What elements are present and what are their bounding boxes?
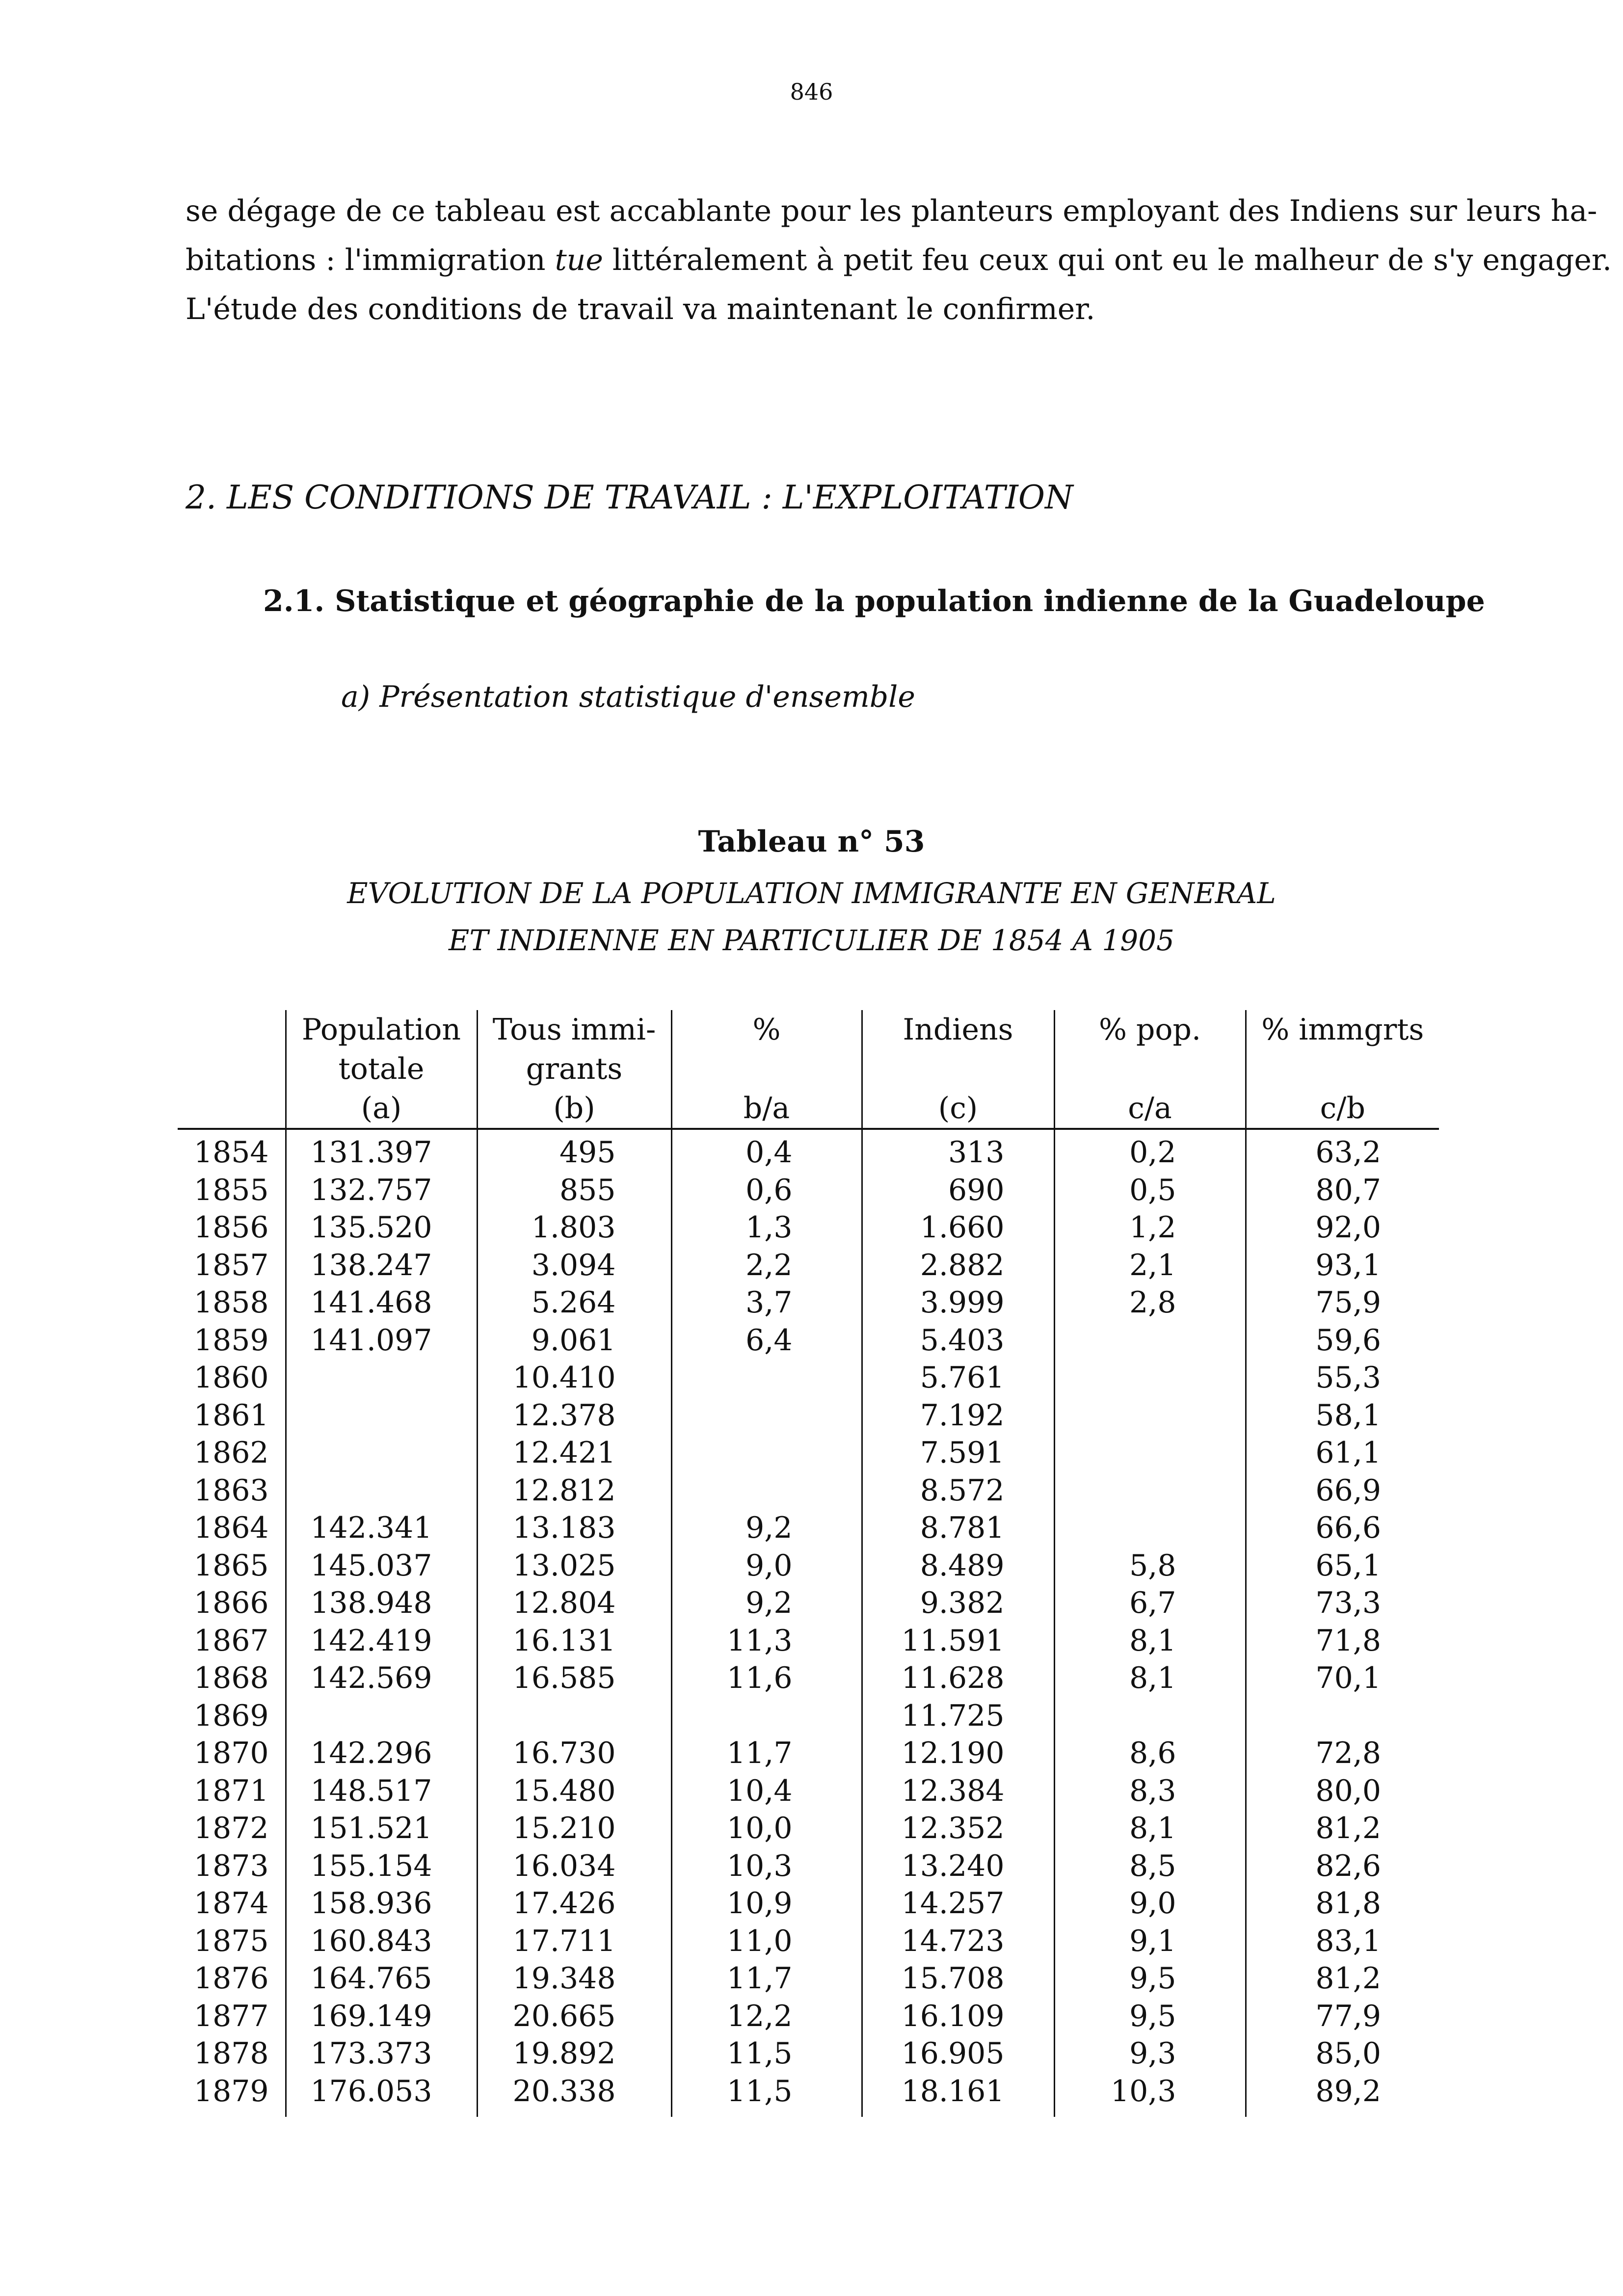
cell-pct-pop: 1,2 (1054, 1209, 1246, 1247)
cell-indiens: 1.660 (862, 1209, 1054, 1247)
cell-indiens: 14.723 (862, 1922, 1054, 1960)
cell-year: 1872 (193, 1811, 269, 1845)
cell-year: 1879 (193, 2074, 269, 2109)
cell-pct-b-a (671, 1397, 862, 1435)
table-row (178, 1129, 1439, 1172)
cell-tous-immigrants: 3.094 (477, 1247, 671, 1284)
cell-pct-pop: 9,5 (1054, 1960, 1246, 1998)
cell-year: 1868 (193, 1661, 269, 1695)
cell-population-totale: 142.569 (286, 1659, 477, 1697)
cell-indiens: 7.192 (862, 1397, 1054, 1435)
cell-tous-immigrants: 19.348 (477, 1960, 671, 1998)
cell-pct-b-a: 10,9 (671, 1885, 862, 1922)
intro-line-1: se dégage de ce tableau est accablante pour les planteurs employant des Indiens sur leurs ha- (186, 194, 1597, 228)
table-row (178, 1284, 1439, 1322)
cell-population-totale: 135.520 (286, 1209, 477, 1247)
cell-tous-immigrants: 5.264 (477, 1284, 671, 1322)
cell-pct-pop: 9,1 (1054, 1922, 1246, 1960)
table-row (178, 1209, 1439, 1247)
table-row (178, 1397, 1439, 1435)
header-row (178, 1049, 1439, 1089)
cell-population-totale (286, 1697, 477, 1735)
cell-year: 1873 (193, 1848, 269, 1883)
cell-pct-immgrts: 73,3 (1246, 1584, 1439, 1622)
cell-indiens: 12.352 (862, 1810, 1054, 1847)
cell-indiens: 9.382 (862, 1584, 1054, 1622)
cell-pct-pop (1054, 1397, 1246, 1435)
cell-pct-pop: 0,5 (1054, 1172, 1246, 1209)
cell-pct-pop (1054, 1359, 1246, 1397)
cell-pct-immgrts: 83,1 (1246, 1922, 1439, 1960)
cell-population-totale: 169.149 (286, 1998, 477, 2035)
cell-pct-pop: 2,1 (1054, 1247, 1246, 1284)
cell-tous-immigrants: 495 (477, 1129, 671, 1172)
cell-pct-pop: 9,0 (1054, 1885, 1246, 1922)
cell-indiens: 8.489 (862, 1547, 1054, 1585)
cell-indiens: 16.109 (862, 1998, 1054, 2035)
cell-pct-pop: 8,1 (1054, 1622, 1246, 1660)
cell-year: 1860 (193, 1361, 269, 1395)
cell-tous-immigrants: 1.803 (477, 1209, 671, 1247)
cell-pct-immgrts: 81,2 (1246, 1810, 1439, 1847)
cell-year: 1878 (193, 2036, 269, 2071)
cell-population-totale (286, 1397, 477, 1435)
cell-year: 1865 (193, 1548, 269, 1583)
population-table (178, 1010, 1439, 2117)
cell-population-totale: 160.843 (286, 1922, 477, 1960)
cell-tous-immigrants (477, 1697, 671, 1735)
cell-pct-immgrts: 59,6 (1246, 1322, 1439, 1360)
table-row (178, 1247, 1439, 1284)
cell-pct-b-a: 12,2 (671, 1998, 862, 2035)
cell-tous-immigrants: 17.426 (477, 1885, 671, 1922)
cell-population-totale: 155.154 (286, 1847, 477, 1885)
cell-population-totale: 148.517 (286, 1772, 477, 1810)
header-pct-b-a: b/a (671, 1089, 862, 1129)
intro-paragraph (186, 187, 1612, 334)
header-pct-immgrts: % immgrts (1246, 1010, 1439, 1049)
cell-tous-immigrants: 12.804 (477, 1584, 671, 1622)
cell-pct-immgrts: 75,9 (1246, 1284, 1439, 1322)
cell-population-totale (286, 1359, 477, 1397)
table-row (178, 1772, 1439, 1810)
cell-pct-b-a (671, 1697, 862, 1735)
cell-pct-immgrts: 65,1 (1246, 1547, 1439, 1585)
table-row (178, 1697, 1439, 1735)
cell-pct-immgrts: 77,9 (1246, 1998, 1439, 2035)
cell-pct-immgrts: 81,8 (1246, 1885, 1439, 1922)
header-row (178, 1089, 1439, 1129)
table-row (178, 1547, 1439, 1585)
header-year (178, 1089, 286, 1129)
cell-pct-immgrts: 61,1 (1246, 1434, 1439, 1472)
cell-pct-pop: 9,3 (1054, 2035, 1246, 2073)
cell-pct-b-a: 0,4 (671, 1129, 862, 1172)
table-body (178, 1129, 1439, 2117)
cell-pct-pop: 8,5 (1054, 1847, 1246, 1885)
cell-tous-immigrants: 855 (477, 1172, 671, 1209)
cell-year: 1870 (193, 1736, 269, 1770)
cell-tous-immigrants: 9.061 (477, 1322, 671, 1360)
table-row (178, 1472, 1439, 1510)
cell-year: 1864 (193, 1511, 269, 1545)
cell-year: 1871 (193, 1773, 269, 1808)
header-year (178, 1010, 286, 1049)
cell-tous-immigrants: 13.183 (477, 1509, 671, 1547)
cell-pct-immgrts: 55,3 (1246, 1359, 1439, 1397)
cell-indiens: 3.999 (862, 1284, 1054, 1322)
cell-pct-pop: 8,1 (1054, 1810, 1246, 1847)
cell-indiens: 12.384 (862, 1772, 1054, 1810)
cell-population-totale (286, 1434, 477, 1472)
cell-pct-immgrts: 63,2 (1246, 1129, 1439, 1172)
cell-pct-b-a: 9,2 (671, 1584, 862, 1622)
cell-year: 1856 (193, 1210, 269, 1245)
cell-pct-pop: 0,2 (1054, 1129, 1246, 1172)
table-row (178, 1584, 1439, 1622)
intro-line-2-before: bitations : l'immigration (186, 243, 555, 277)
cell-pct-pop: 8,1 (1054, 1659, 1246, 1697)
table-row (178, 2035, 1439, 2073)
cell-indiens: 5.403 (862, 1322, 1054, 1360)
cell-year: 1869 (193, 1698, 269, 1733)
cell-pct-immgrts: 89,2 (1246, 2073, 1439, 2117)
cell-pct-b-a (671, 1472, 862, 1510)
cell-pct-pop: 8,3 (1054, 1772, 1246, 1810)
cell-tous-immigrants: 16.585 (477, 1659, 671, 1697)
cell-pct-immgrts: 70,1 (1246, 1659, 1439, 1697)
cell-tous-immigrants: 17.711 (477, 1922, 671, 1960)
cell-indiens: 7.591 (862, 1434, 1054, 1472)
section-heading: 2. LES CONDITIONS DE TRAVAIL : L'EXPLOITATION (186, 479, 1073, 516)
table-title-line-2: ET INDIENNE EN PARTICULIER DE 1854 A 1905 (449, 924, 1174, 957)
table-row (178, 1434, 1439, 1472)
table-header (178, 1010, 1439, 1129)
header-indiens: Indiens (862, 1010, 1054, 1049)
table-title-line-1: EVOLUTION DE LA POPULATION IMMIGRANTE EN GENERAL (347, 877, 1276, 910)
cell-population-totale: 142.419 (286, 1622, 477, 1660)
cell-population-totale: 158.936 (286, 1885, 477, 1922)
header-pct-b-a (671, 1049, 862, 1089)
cell-pct-b-a: 1,3 (671, 1209, 862, 1247)
header-population-totale: totale (286, 1049, 477, 1089)
cell-pct-immgrts (1246, 1697, 1439, 1735)
cell-pct-b-a: 3,7 (671, 1284, 862, 1322)
cell-pct-b-a: 11,5 (671, 2073, 862, 2117)
cell-year: 1862 (193, 1436, 269, 1470)
cell-tous-immigrants: 12.421 (477, 1434, 671, 1472)
cell-pct-immgrts: 80,0 (1246, 1772, 1439, 1810)
header-pct-pop: c/a (1054, 1089, 1246, 1129)
cell-year: 1877 (193, 1999, 269, 2033)
intro-line-2-after: littéralement à petit feu ceux qui ont eu le malheur de s'y engager. (603, 243, 1612, 277)
cell-pct-b-a: 10,4 (671, 1772, 862, 1810)
intro-emphasis: tue (555, 243, 603, 277)
cell-population-totale: 173.373 (286, 2035, 477, 2073)
cell-indiens: 11.591 (862, 1622, 1054, 1660)
cell-pct-immgrts: 82,6 (1246, 1847, 1439, 1885)
table-row (178, 1735, 1439, 1772)
cell-pct-b-a: 0,6 (671, 1172, 862, 1209)
cell-year: 1867 (193, 1623, 269, 1658)
sub-sub-heading: a) Présentation statistique d'ensemble (341, 680, 915, 714)
cell-pct-pop: 6,7 (1054, 1584, 1246, 1622)
cell-tous-immigrants: 12.378 (477, 1397, 671, 1435)
cell-pct-pop: 9,5 (1054, 1998, 1246, 2035)
intro-line-3: L'étude des conditions de travail va maintenant le confirmer. (186, 292, 1095, 326)
table-row (178, 1659, 1439, 1697)
cell-tous-immigrants: 15.480 (477, 1772, 671, 1810)
header-pct-pop: % pop. (1054, 1010, 1246, 1049)
cell-year: 1874 (193, 1886, 269, 1921)
cell-year: 1866 (193, 1586, 269, 1620)
table-row (178, 1998, 1439, 2035)
cell-indiens: 18.161 (862, 2073, 1054, 2117)
cell-indiens: 690 (862, 1172, 1054, 1209)
cell-population-totale: 138.948 (286, 1584, 477, 1622)
cell-year: 1859 (193, 1323, 269, 1358)
cell-pct-b-a: 6,4 (671, 1322, 862, 1360)
cell-population-totale: 141.097 (286, 1322, 477, 1360)
cell-pct-b-a: 11,0 (671, 1922, 862, 1960)
header-population-totale: Population (286, 1010, 477, 1049)
header-tous-immigrants: (b) (477, 1089, 671, 1129)
header-pct-b-a: % (671, 1010, 862, 1049)
cell-pct-immgrts: 80,7 (1246, 1172, 1439, 1209)
cell-indiens: 15.708 (862, 1960, 1054, 1998)
header-indiens: (c) (862, 1089, 1054, 1129)
cell-pct-b-a: 11,7 (671, 1735, 862, 1772)
cell-population-totale (286, 1472, 477, 1510)
cell-pct-b-a: 9,2 (671, 1509, 862, 1547)
cell-pct-pop (1054, 1697, 1246, 1735)
cell-indiens: 313 (862, 1129, 1054, 1172)
cell-pct-immgrts: 92,0 (1246, 1209, 1439, 1247)
cell-pct-pop (1054, 1322, 1246, 1360)
cell-pct-pop (1054, 1434, 1246, 1472)
cell-pct-b-a: 11,7 (671, 1960, 862, 1998)
cell-pct-pop: 8,6 (1054, 1735, 1246, 1772)
cell-pct-immgrts: 85,0 (1246, 2035, 1439, 2073)
cell-tous-immigrants: 19.892 (477, 2035, 671, 2073)
cell-year: 1854 (193, 1135, 269, 1170)
cell-population-totale: 151.521 (286, 1810, 477, 1847)
cell-pct-b-a: 11,3 (671, 1622, 862, 1660)
cell-tous-immigrants: 12.812 (477, 1472, 671, 1510)
header-year (178, 1049, 286, 1089)
table-label: Tableau n° 53 (698, 825, 925, 859)
cell-year: 1857 (193, 1248, 269, 1282)
cell-pct-b-a: 10,0 (671, 1810, 862, 1847)
header-tous-immigrants: grants (477, 1049, 671, 1089)
table-row (178, 1622, 1439, 1660)
cell-population-totale: 145.037 (286, 1547, 477, 1585)
cell-tous-immigrants: 16.034 (477, 1847, 671, 1885)
cell-pct-immgrts: 71,8 (1246, 1622, 1439, 1660)
table-row (178, 2073, 1439, 2117)
cell-pct-pop (1054, 1472, 1246, 1510)
cell-pct-immgrts: 66,9 (1246, 1472, 1439, 1510)
cell-population-totale: 142.296 (286, 1735, 477, 1772)
subsection-heading: 2.1. Statistique et géographie de la population indienne de la Guadeloupe (263, 584, 1485, 618)
header-pct-immgrts: c/b (1246, 1089, 1439, 1129)
cell-pct-b-a: 10,3 (671, 1847, 862, 1885)
header-pct-pop (1054, 1049, 1246, 1089)
header-pct-immgrts (1246, 1049, 1439, 1089)
cell-pct-pop (1054, 1509, 1246, 1547)
cell-pct-b-a (671, 1359, 862, 1397)
cell-population-totale: 142.341 (286, 1509, 477, 1547)
cell-tous-immigrants: 16.131 (477, 1622, 671, 1660)
cell-indiens: 5.761 (862, 1359, 1054, 1397)
cell-year: 1876 (193, 1961, 269, 1996)
cell-population-totale: 141.468 (286, 1284, 477, 1322)
table-row (178, 1922, 1439, 1960)
header-population-totale: (a) (286, 1089, 477, 1129)
cell-tous-immigrants: 16.730 (477, 1735, 671, 1772)
cell-pct-immgrts: 66,6 (1246, 1509, 1439, 1547)
cell-indiens: 13.240 (862, 1847, 1054, 1885)
cell-population-totale: 176.053 (286, 2073, 477, 2117)
cell-tous-immigrants: 20.338 (477, 2073, 671, 2117)
cell-indiens: 2.882 (862, 1247, 1054, 1284)
cell-indiens: 12.190 (862, 1735, 1054, 1772)
cell-pct-pop: 10,3 (1054, 2073, 1246, 2117)
cell-tous-immigrants: 10.410 (477, 1359, 671, 1397)
table-row (178, 1810, 1439, 1847)
cell-pct-immgrts: 93,1 (1246, 1247, 1439, 1284)
cell-indiens: 8.572 (862, 1472, 1054, 1510)
cell-pct-b-a: 9,0 (671, 1547, 862, 1585)
page-number: 846 (790, 79, 833, 105)
cell-pct-immgrts: 81,2 (1246, 1960, 1439, 1998)
cell-tous-immigrants: 20.665 (477, 1998, 671, 2035)
header-tous-immigrants: Tous immi- (477, 1010, 671, 1049)
cell-pct-b-a: 2,2 (671, 1247, 862, 1284)
cell-year: 1863 (193, 1473, 269, 1508)
cell-pct-pop: 5,8 (1054, 1547, 1246, 1585)
cell-year: 1861 (193, 1398, 269, 1433)
cell-indiens: 11.725 (862, 1697, 1054, 1735)
cell-population-totale: 131.397 (286, 1129, 477, 1172)
table-title (0, 870, 1623, 964)
cell-pct-b-a: 11,6 (671, 1659, 862, 1697)
table-row (178, 1847, 1439, 1885)
table-row (178, 1172, 1439, 1209)
cell-tous-immigrants: 13.025 (477, 1547, 671, 1585)
cell-indiens: 11.628 (862, 1659, 1054, 1697)
cell-population-totale: 164.765 (286, 1960, 477, 1998)
table-row (178, 1885, 1439, 1922)
cell-indiens: 14.257 (862, 1885, 1054, 1922)
cell-pct-b-a (671, 1434, 862, 1472)
table-row (178, 1960, 1439, 1998)
cell-tous-immigrants: 15.210 (477, 1810, 671, 1847)
cell-pct-b-a: 11,5 (671, 2035, 862, 2073)
header-row (178, 1010, 1439, 1049)
cell-year: 1875 (193, 1923, 269, 1958)
cell-year: 1858 (193, 1285, 269, 1320)
cell-pct-pop: 2,8 (1054, 1284, 1246, 1322)
header-indiens (862, 1049, 1054, 1089)
cell-pct-immgrts: 72,8 (1246, 1735, 1439, 1772)
cell-indiens: 8.781 (862, 1509, 1054, 1547)
cell-pct-immgrts: 58,1 (1246, 1397, 1439, 1435)
table-row (178, 1322, 1439, 1360)
table-row (178, 1509, 1439, 1547)
cell-population-totale: 138.247 (286, 1247, 477, 1284)
cell-population-totale: 132.757 (286, 1172, 477, 1209)
table-row (178, 1359, 1439, 1397)
cell-year: 1855 (193, 1173, 269, 1207)
cell-indiens: 16.905 (862, 2035, 1054, 2073)
intro-line-2 (186, 236, 1612, 285)
